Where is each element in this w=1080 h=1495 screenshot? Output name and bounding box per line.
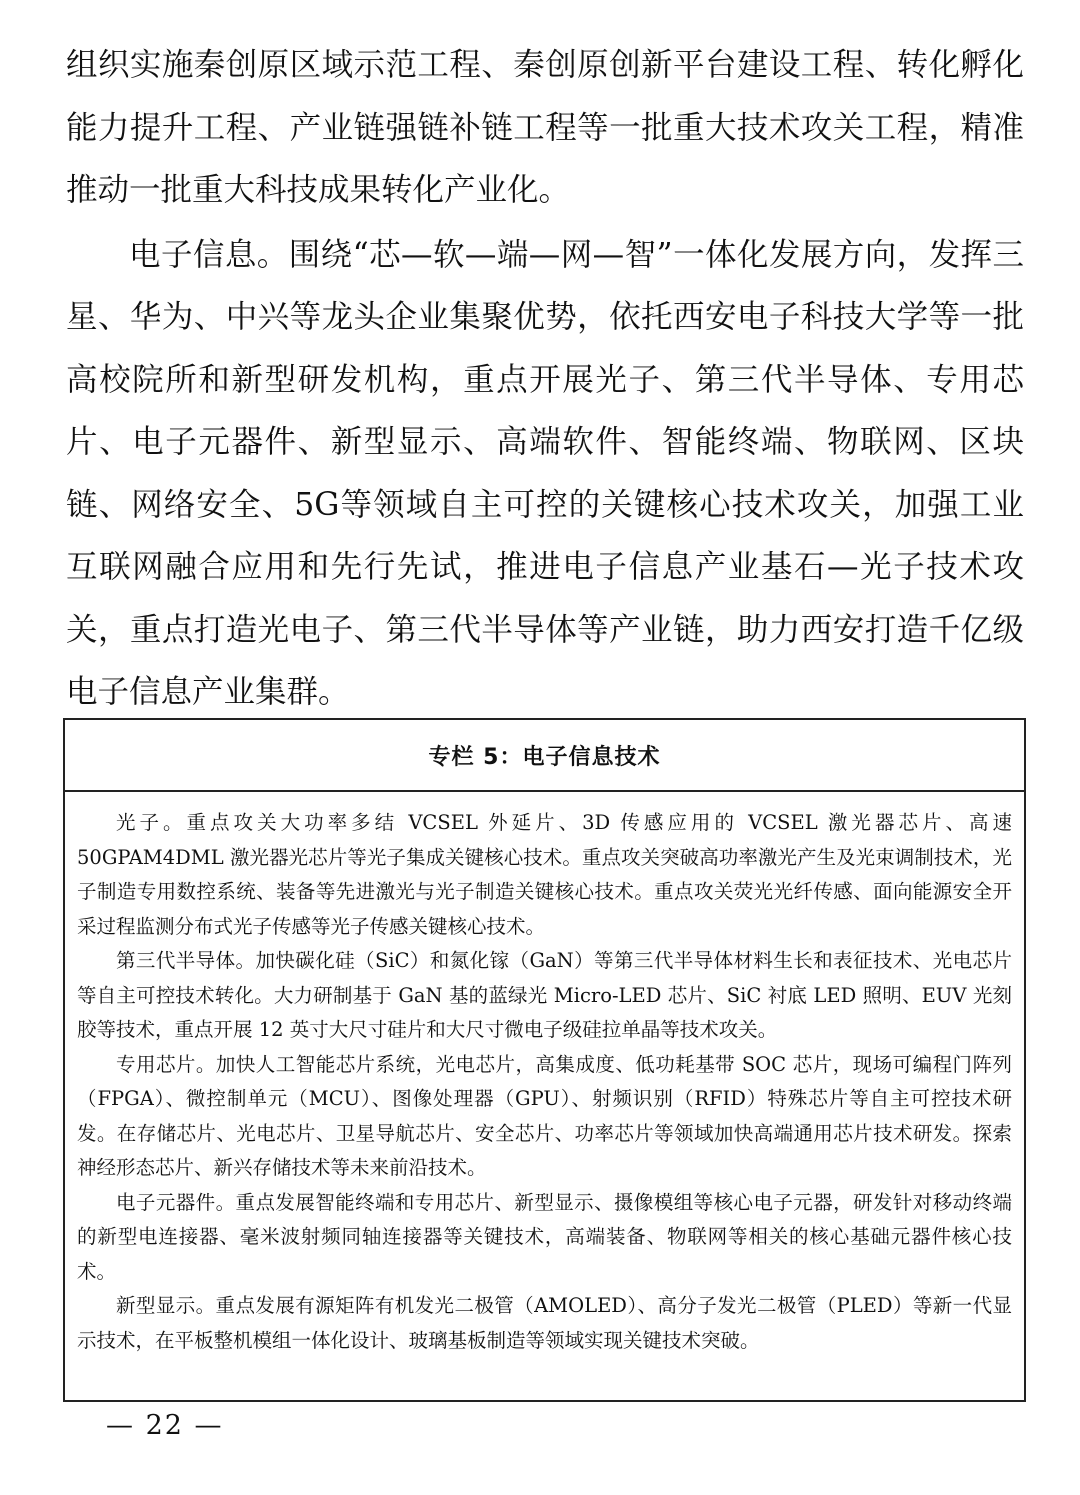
column-paragraph-display: 新型显示。重点发展有源矩阵有机发光二极管（AMOLED）、高分子发光二极管（PLED）等新一代显示技术，在平板整机模组一体化设计、玻璃基板制造等领域实现关键技术突破。 [77,1294,1012,1352]
column-paragraph-components: 电子元器件。重点发展智能终端和专用芯片、新型显示、摄像模组等核心电子元器，研发针对移动终端的新型电连接器、毫米波射频同轴连接器等关键技术，高端装备、物联网等相关的核心基础元器件核心技术。 [77,1190,1012,1283]
column-paragraph-photonics: 光子。重点攻关大功率多结 VCSEL 外延片、3D 传感应用的 VCSEL 激光器芯片、高速 50GPAM4DML 激光器光芯片等光子集成关键核心技术。重点攻关突破高功率激光产生及光束调制技术，光子制造专用数控系统、装备等先进激光与光子制造关键核心技术。重点攻关荧光光纤传感、面向能源安全开采过程监测分布式光子传感等光子传感关键核心技术。 [77,811,1012,938]
electronic-info-paragraph: 电子信息。围绕“芯—软—端—网—智”一体化发展方向，发挥三星、华为、中兴等龙头企业集聚优势，依托西安电子科技大学等一批高校院所和新型研发机构，重点开展光子、第三代半导体、专用芯片、电子元器件、新型显示、高端软件、智能终端、物联网、区块链、网络安全、5G等领域自主可控的关键核心技术攻关，加强工业互联网融合应用和先行先试，推进电子信息产业基石—光子技术攻关，重点打造光电子、第三代半导体等产业链，助力西安打造千亿级电子信息产业集群。 [66,236,1024,710]
continuation-paragraph: 组织实施秦创原区域示范工程、秦创原创新平台建设工程、转化孵化能力提升工程、产业链强链补链工程等一批重大技术攻关工程，精准推动一批重大科技成果转化产业化。 [66,47,1024,208]
column-body [65,792,1024,1358]
column-title: 专栏 5：电子信息技术 [65,720,1024,792]
column-paragraph-special-chips: 专用芯片。加快人工智能芯片系统，光电芯片，高集成度、低功耗基带 SOC 芯片，现场可编程门阵列（FPGA）、微控制单元（MCU）、图像处理器（GPU）、射频识别（RFID）特殊芯片等自主可控技术研发。在存储芯片、光电芯片、卫星导航芯片、安全芯片、功率芯片等领域加快高端通用芯片技术研发。探索神经形态芯片、新兴存储技术等未来前沿技术。 [77,1052,1012,1179]
column-paragraph-semiconductor: 第三代半导体。加快碳化硅（SiC）和氮化镓（GaN）等第三代半导体材料生长和表征技术、光电芯片等自主可控技术转化。大力研制基于 GaN 基的蓝绿光 Micro-LED 芯片、SiC 衬底 LED 照明、EUV 光刻胶等技术，重点开展 12 英寸大尺寸硅片和大尺寸微电子级硅拉单晶等技术攻关。 [77,949,1012,1041]
body-text [66,34,1024,724]
feature-column-box [63,718,1026,1402]
page-number: — 22 — [106,1410,224,1441]
